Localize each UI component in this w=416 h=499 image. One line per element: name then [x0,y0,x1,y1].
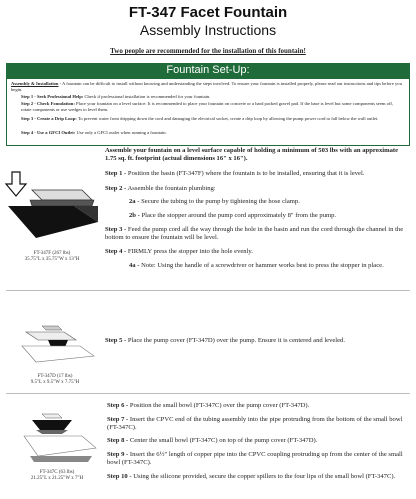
step-1 [105,170,410,178]
step-2a [129,198,410,206]
step-text: Feed the pump cord all the way through the hole in the basin and run the cord through the channel in the bottom to ensure the fountain will be level. [105,226,404,241]
step-number: Step 10 - [107,473,132,480]
basin-bottom [30,456,92,462]
setup-step [21,130,401,136]
setup-heading: Fountain Set-Up: [6,63,410,78]
step-text: Position the small bowl (FT-347C) over the pump cover (FT-347D). [129,402,310,409]
step-8 [107,437,410,445]
section-divider [6,290,410,291]
step-6 [107,402,410,410]
setup-step-text: To prevent water from dripping down the cord and damaging the electrical socket, create a drip loop by allowing the pump power cord to fall below the wall outlet. [76,116,379,121]
small-bowl-caption-line: 21.25"L x 21.25"W x 7"H [30,476,84,481]
step-text: Assemble the fountain plumbing: [127,185,216,192]
step-7 [107,416,410,432]
setup-step-label: Step 2 - Check Foundation: [21,101,75,106]
small-bowl-caption-line: FT-347C (63 lbs) [39,470,75,475]
setup-intro-text: - A fountain can be difficult to install without knowing and understanding the steps involved. To ensure your fountain is installed properly, please read our instructions and tips before you begin. [11,81,402,93]
step-number: 2b - [129,212,140,219]
step-number: Step 8 - [107,437,129,444]
step-text: Center the small bowl (FT-347C) on top of the pump cover (FT-347D). [129,437,318,444]
setup-intro [11,81,405,93]
step-9 [107,451,410,467]
step-number: Step 4 - [105,248,127,255]
step-text: Insert the 6½" length of copper pipe into the CPVC coupling protruding up from the center of the small bowl (FT-347C). [107,451,403,466]
setup-box [6,78,410,146]
step-10 [107,473,410,481]
page-subtitle: Assembly Instructions [139,22,277,38]
setup-step [21,101,401,113]
pump-cover-caption-line: 9.5"L x 9.5"W x 7.75"H [30,380,80,385]
setup-step-text: Check if professional installation is recommended for your fountain. [83,94,211,99]
pump-cover-top [26,332,76,340]
section-divider [6,393,410,394]
step-text: Note: Using the handle of a screwdriver or hammer works best to press the stopper in place. [141,262,384,269]
step-number: Step 9 - [107,451,129,458]
step-number: Step 1 - [105,170,127,177]
small-bowl-illustration [22,412,102,464]
small-bowl-caption [12,470,102,482]
setup-intro-label: Assembly & Installation [11,81,59,86]
down-arrow-icon [6,172,26,196]
step-number: 2a - [129,198,140,205]
basin-caption-line: 35.75"L x 35.75"W x 13"H [24,257,80,262]
basin-illustration [2,160,102,240]
basin-outline [24,436,96,456]
small-bowl-lip [42,414,62,418]
step-number: Step 3 - [105,226,127,233]
step-text: Insert the CPVC end of the tubing assembly into the pipe protruding from the bottom of the small bowl (FT-347C). [107,416,403,431]
step-4 [105,248,410,256]
basin-caption-line: FT-347F (267 lbs) [33,251,71,256]
setup-step [21,94,401,100]
pump-cover-caption-line: FT-347D (17 lbs) [37,374,73,379]
setup-step-text: Place your fountain on a level surface. It is recommended to place your fountain on concrete or a hard packed gravel pad. If the base is level but some components seem off, rotate components or use wedges to level them. [21,101,394,113]
setup-step-label: Step 1 - Seek Professional Help: [21,94,84,99]
step-text: Secure the tubing to the pump by tightening the hose clamp. [141,198,300,205]
step-text: Using the silicone provided, secure the copper spillers to the four lips of the small bowl (FT-347C). [133,473,396,480]
step-2 [105,185,410,193]
step-text: Position the basin (FT-347F) where the fountain is to be installed, ensuring that it is level. [127,170,365,177]
step-number: Step 2 - [105,185,127,192]
step-number: 4a - [129,262,140,269]
setup-step-label: Step 3 - Create a Drip Loop: [21,116,77,121]
step-3 [105,226,405,242]
page-title: FT-347 Facet Fountain [128,4,288,21]
step-text: Place the pump cover (FT-347D) over the pump. Ensure it is centered and leveled. [127,337,346,344]
step-text: FIRMLY press the stopper into the hole evenly. [127,248,253,255]
setup-step [21,116,401,122]
step-text: Place the stopper around the pump cord approximately 8" from the pump. [141,212,337,219]
step-number: Step 6 - [107,402,129,409]
setup-step-label: Step 4 - Use a GFCI Outlet: [21,130,76,135]
step-number: Step 7 - [107,416,129,423]
basin-caption [2,251,102,263]
assembly-heading: Assemble your fountain on a level surface capable of holding a minimum of 503 lbs with an approximate 1.75 sq. ft. footprint (actual dimensions 16" x 16"). [105,147,399,162]
recommendation-note: Two people are recommended for the installation of this fountain! [110,47,306,55]
step-2b [129,212,410,220]
pump-cover-illustration [20,318,100,368]
step-4a [129,262,405,270]
basin-top [32,190,92,200]
step-5 [105,337,410,345]
step-number: Step 5 - [105,337,127,344]
basin-rim [30,200,94,206]
pump-cover-opening [42,326,62,330]
small-bowl-base [36,430,68,434]
basin-outline [22,346,94,362]
setup-step-text: Use only a GFCI outlet when running a fountain. [75,130,167,135]
small-bowl-body [32,420,72,430]
pump-cover-caption [10,374,100,386]
